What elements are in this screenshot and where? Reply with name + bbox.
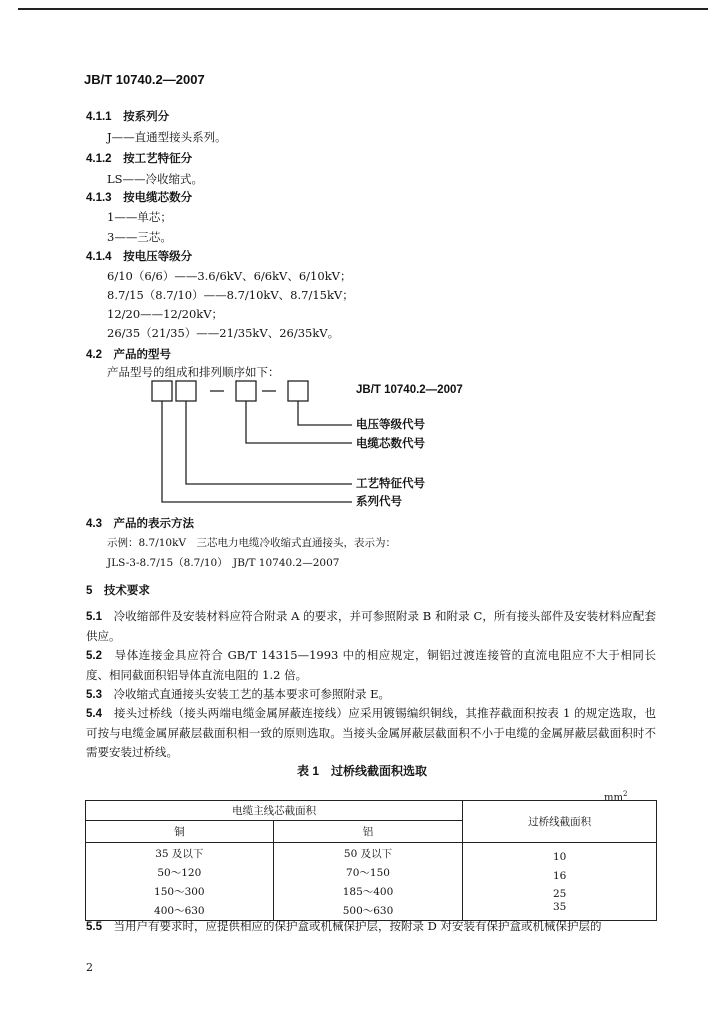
cell-copper: 400～630 [86, 901, 274, 920]
table-header-bridge: 过桥线截面积 [528, 816, 592, 828]
paragraph-5-2 [86, 646, 656, 685]
table-row [86, 882, 657, 901]
section-title: 技术要求 [103, 585, 150, 597]
box-series [152, 381, 172, 401]
cell-bridge: 25 [552, 887, 567, 900]
section-number: 4.3 [86, 518, 102, 530]
page-number: 2 [86, 961, 93, 974]
section-number: 4.1.3 [86, 192, 112, 204]
standard-header: JB/T 10740.2—2007 [84, 72, 205, 87]
unit-text: mm [604, 792, 623, 804]
table-title: 表 1 过桥线截面积选取 [296, 764, 427, 778]
section-number: 5 [86, 585, 93, 597]
example-model: JLS-3-8.7/15（8.7/10） JB/T 10740.2—2007 [107, 557, 340, 569]
cell-bridge: 10 [463, 843, 657, 864]
box-cores [236, 381, 256, 401]
section-item: LS——冷收缩式。 [107, 172, 204, 186]
table-header-group: 电缆主线芯截面积 [86, 801, 463, 821]
box-voltage [288, 381, 308, 401]
section-number: 4.2 [86, 349, 102, 361]
cell-copper: 150～300 [86, 882, 274, 901]
paragraph-text: 导体连接金具应符合 GB/T 14315—1993 中的相应规定，铜铝过渡连接管的直流电阻应不大于相同长度、相同截面积铝导体直流电阻的 1.2 倍。 [86, 648, 656, 682]
section-title: 按工艺特征分 [123, 153, 193, 165]
model-intro: 产品型号的组成和排列顺序如下： [107, 365, 280, 379]
cell-aluminium: 185～400 [273, 882, 463, 901]
cell-copper: 50～120 [86, 863, 274, 882]
voltage-item: 12/20——12/20kV； [107, 307, 224, 321]
label-cores-code: 电缆芯数代号 [356, 438, 425, 450]
section-title: 按系列分 [123, 111, 170, 123]
label-series-code: 系列代号 [356, 496, 402, 508]
section-number: 4.1.4 [86, 251, 112, 263]
section-item: 1——单芯； [107, 210, 172, 224]
table-header-copper: 铜 [86, 821, 274, 843]
paragraph-5-4 [86, 704, 656, 762]
cell-copper: 35 及以下 [86, 843, 274, 864]
section-item: 3——三芯。 [107, 230, 172, 244]
paragraph-text: 冷收缩式直通接头安装工艺的基本要求可参照附录 E。 [113, 687, 391, 701]
paragraph-5-5 [86, 917, 656, 937]
box-process [176, 381, 196, 401]
paragraph-5-1 [86, 607, 656, 646]
table-row [86, 863, 657, 882]
section-number: 4.1.2 [86, 153, 112, 165]
label-process-code: 工艺特征代号 [356, 478, 425, 490]
example-text: 示例：8.7/10kV 三芯电力电缆冷收缩式直通接头，表示为： [107, 537, 397, 549]
section-title: 按电缆芯数分 [123, 192, 193, 204]
voltage-item: 26/35（21/35）——21/35kV、26/35kV。 [107, 326, 340, 340]
section-title: 产品的表示方法 [113, 518, 194, 530]
unit-superscript: 2 [622, 790, 628, 798]
cell-aluminium: 70～150 [273, 863, 463, 882]
cell-bridge: 35 [552, 901, 567, 913]
leader-cores [246, 401, 352, 443]
paragraph-text: 当用户有要求时，应提供相应的保护盒或机械保护层，按附录 D 对安装有保护盒或机械保护层的 [113, 919, 602, 933]
leader-series [162, 401, 352, 502]
cell-aluminium: 50 及以下 [273, 843, 463, 864]
cell-bridge: 16 [552, 869, 567, 882]
section-5-heading [86, 582, 150, 599]
label-voltage-code: 电压等级代号 [356, 419, 425, 431]
paragraph-5-3 [86, 685, 656, 705]
voltage-item: 6/10（6/6）——3.6/6kV、6/6kV、6/10kV； [107, 269, 352, 283]
paragraph-text: 接头过桥线（接头两端电缆金属屏蔽连接线）应采用镀锡编织铜线，其推荐截面积按表 1 的规定选取，也可按与电缆金属屏蔽层截面积相一致的原则选取。当接头金属屏蔽层截面积不小于电缆的金属屏蔽层截面积时不需要安装过桥线。 [86, 706, 657, 759]
table-header-aluminium: 铝 [273, 821, 463, 843]
section-number: 4.1.1 [86, 111, 112, 123]
paragraph-number: 5.1 [86, 611, 102, 623]
paragraph-number: 5.3 [86, 689, 102, 701]
cell-aluminium: 500～630 [273, 901, 463, 920]
leader-voltage [298, 401, 352, 425]
paragraph-number: 5.2 [86, 650, 102, 662]
section-title: 产品的型号 [113, 349, 171, 361]
section-4-3-heading [86, 515, 194, 532]
diagram-standard: JB/T 10740.2—2007 [356, 384, 463, 396]
paragraph-number: 5.5 [86, 921, 102, 933]
paragraph-text: 冷收缩部件及安装材料应符合附录 A 的要求，并可参照附录 B 和附录 C，所有接头部件及安装材料应配套供应。 [86, 609, 657, 643]
paragraph-number: 5.4 [86, 708, 102, 720]
bridge-wire-table [85, 800, 657, 921]
table-row [86, 843, 657, 864]
voltage-item: 8.7/15（8.7/10）——8.7/10kV、8.7/15kV； [107, 288, 354, 302]
section-title: 按电压等级分 [123, 251, 193, 263]
section-item: J——直通型接头系列。 [107, 130, 227, 144]
